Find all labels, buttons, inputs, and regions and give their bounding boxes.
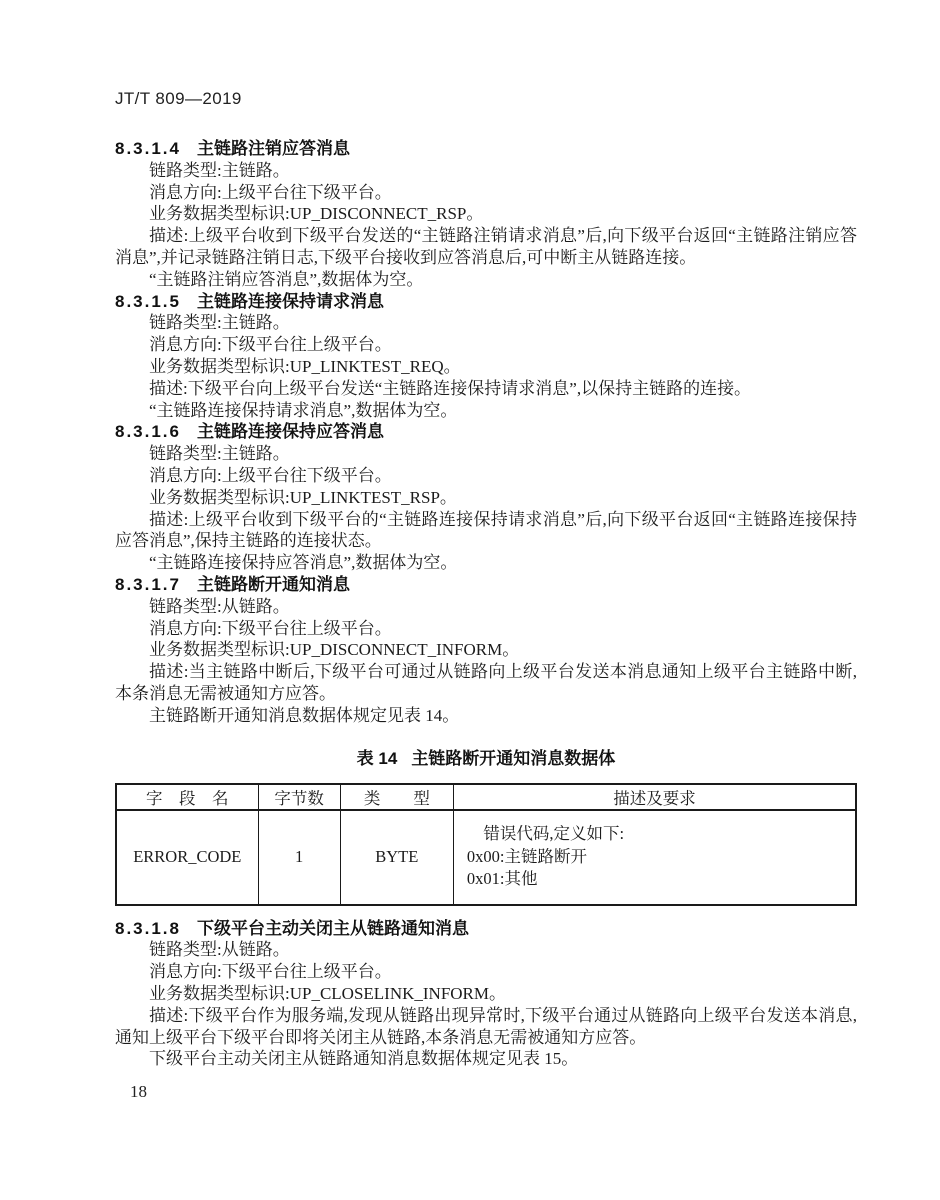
paragraph: 业务数据类型标识:UP_LINKTEST_RSP。 (149, 487, 457, 507)
section-title: 主链路连接保持请求消息 (197, 291, 384, 311)
paragraph: 业务数据类型标识:UP_CLOSELINK_INFORM。 (149, 983, 507, 1003)
paragraph: “主链路注销应答消息”,数据体为空。 (149, 269, 424, 289)
section-number: 8.3.1.5 (115, 291, 181, 311)
section-heading-8315 (115, 291, 857, 313)
desc-line: 0x00:主链路断开 (466, 846, 588, 866)
paragraph: 消息方向:下级平台往上级平台。 (149, 618, 392, 638)
page-number: 18 (130, 1082, 147, 1102)
paragraph: 消息方向:上级平台往下级平台。 (149, 465, 392, 485)
table-caption (115, 748, 857, 770)
paragraph: 描述:下级平台向上级平台发送“主链路连接保持请求消息”,以保持主链路的连接。 (149, 378, 752, 398)
section-number: 8.3.1.8 (115, 918, 181, 938)
paragraph: “主链路连接保持请求消息”,数据体为空。 (149, 400, 458, 420)
section-number: 8.3.1.6 (115, 422, 181, 442)
section-heading-8318 (115, 918, 857, 940)
section-heading-8317 (115, 574, 857, 596)
table-row (116, 810, 856, 905)
paragraph: 消息方向:上级平台往下级平台。 (149, 182, 392, 202)
table-caption-label: 表 14 (356, 748, 398, 768)
desc-line: 0x01:其他 (466, 869, 538, 889)
cell-field: ERROR_CODE (133, 847, 242, 867)
paragraph: 描述:当主链路中断后,下级平台可通过从链路向上级平台发送本消息通知上级平台主链路中断,本条消息无需被通知方应答。 (115, 662, 857, 703)
cell-type: BYTE (340, 810, 453, 905)
paragraph: 链路类型:从链路。 (149, 940, 290, 960)
table-14 (115, 783, 857, 906)
section-title: 主链路注销应答消息 (197, 139, 350, 158)
doc-number: JT/T 809—2019 (115, 89, 242, 108)
paragraph: “主链路连接保持应答消息”,数据体为空。 (149, 553, 458, 573)
cell-desc (453, 810, 856, 905)
paragraph: 主链路断开通知消息数据体规定见表 14。 (149, 705, 460, 725)
paragraph: 链路类型:主链路。 (149, 444, 290, 464)
section-title: 主链路连接保持应答消息 (197, 422, 384, 442)
paragraph: 链路类型:主链路。 (149, 160, 290, 180)
paragraph: 消息方向:下级平台往上级平台。 (149, 335, 392, 355)
desc-line: 错误代码,定义如下: (483, 824, 625, 844)
section-title: 主链路断开通知消息 (197, 574, 350, 594)
paragraph: 下级平台主动关闭主从链路通知消息数据体规定见表 15。 (149, 1049, 579, 1069)
paragraph: 业务数据类型标识:UP_LINKTEST_REQ。 (149, 356, 461, 376)
cell-bytes: 1 (258, 810, 340, 905)
column-header-bytes: 字节数 (258, 784, 340, 810)
column-header-field: 字 段 名 (116, 784, 258, 810)
paragraph: 描述:下级平台作为服务端,发现从链路出现异常时,下级平台通过从链路向上级平台发送本消息,通知上级平台下级平台即将关闭主从链路,本条消息无需被通知方应答。 (115, 1005, 857, 1047)
column-header-desc: 描述及要求 (453, 784, 856, 810)
section-heading-8314 (115, 138, 857, 160)
table-caption-title: 主链路断开通知消息数据体 (411, 748, 616, 768)
section-number: 8.3.1.7 (115, 574, 181, 594)
column-header-type: 类 型 (340, 784, 453, 810)
page-content (115, 88, 857, 1103)
paragraph: 链路类型:主链路。 (149, 313, 290, 333)
paragraph: 业务数据类型标识:UP_DISCONNECT_INFORM。 (149, 640, 520, 660)
section-heading-8316 (115, 421, 857, 443)
paragraph: 链路类型:从链路。 (149, 596, 290, 616)
section-title: 下级平台主动关闭主从链路通知消息 (197, 918, 469, 938)
paragraph: 消息方向:下级平台往上级平台。 (149, 962, 392, 982)
paragraph: 描述:上级平台收到下级平台的“主链路连接保持请求消息”后,向下级平台返回“主链路连接保持应答消息”,保持主链路的连接状态。 (115, 509, 857, 551)
paragraph: 描述:上级平台收到下级平台发送的“主链路注销请求消息”后,向下级平台返回“主链路注销应答消息”,并记录链路注销日志,下级平台接收到应答消息后,可中断主从链路连接。 (115, 226, 857, 267)
table-header-row (116, 784, 856, 810)
section-number: 8.3.1.4 (115, 139, 181, 158)
paragraph: 业务数据类型标识:UP_DISCONNECT_RSP。 (149, 204, 484, 224)
